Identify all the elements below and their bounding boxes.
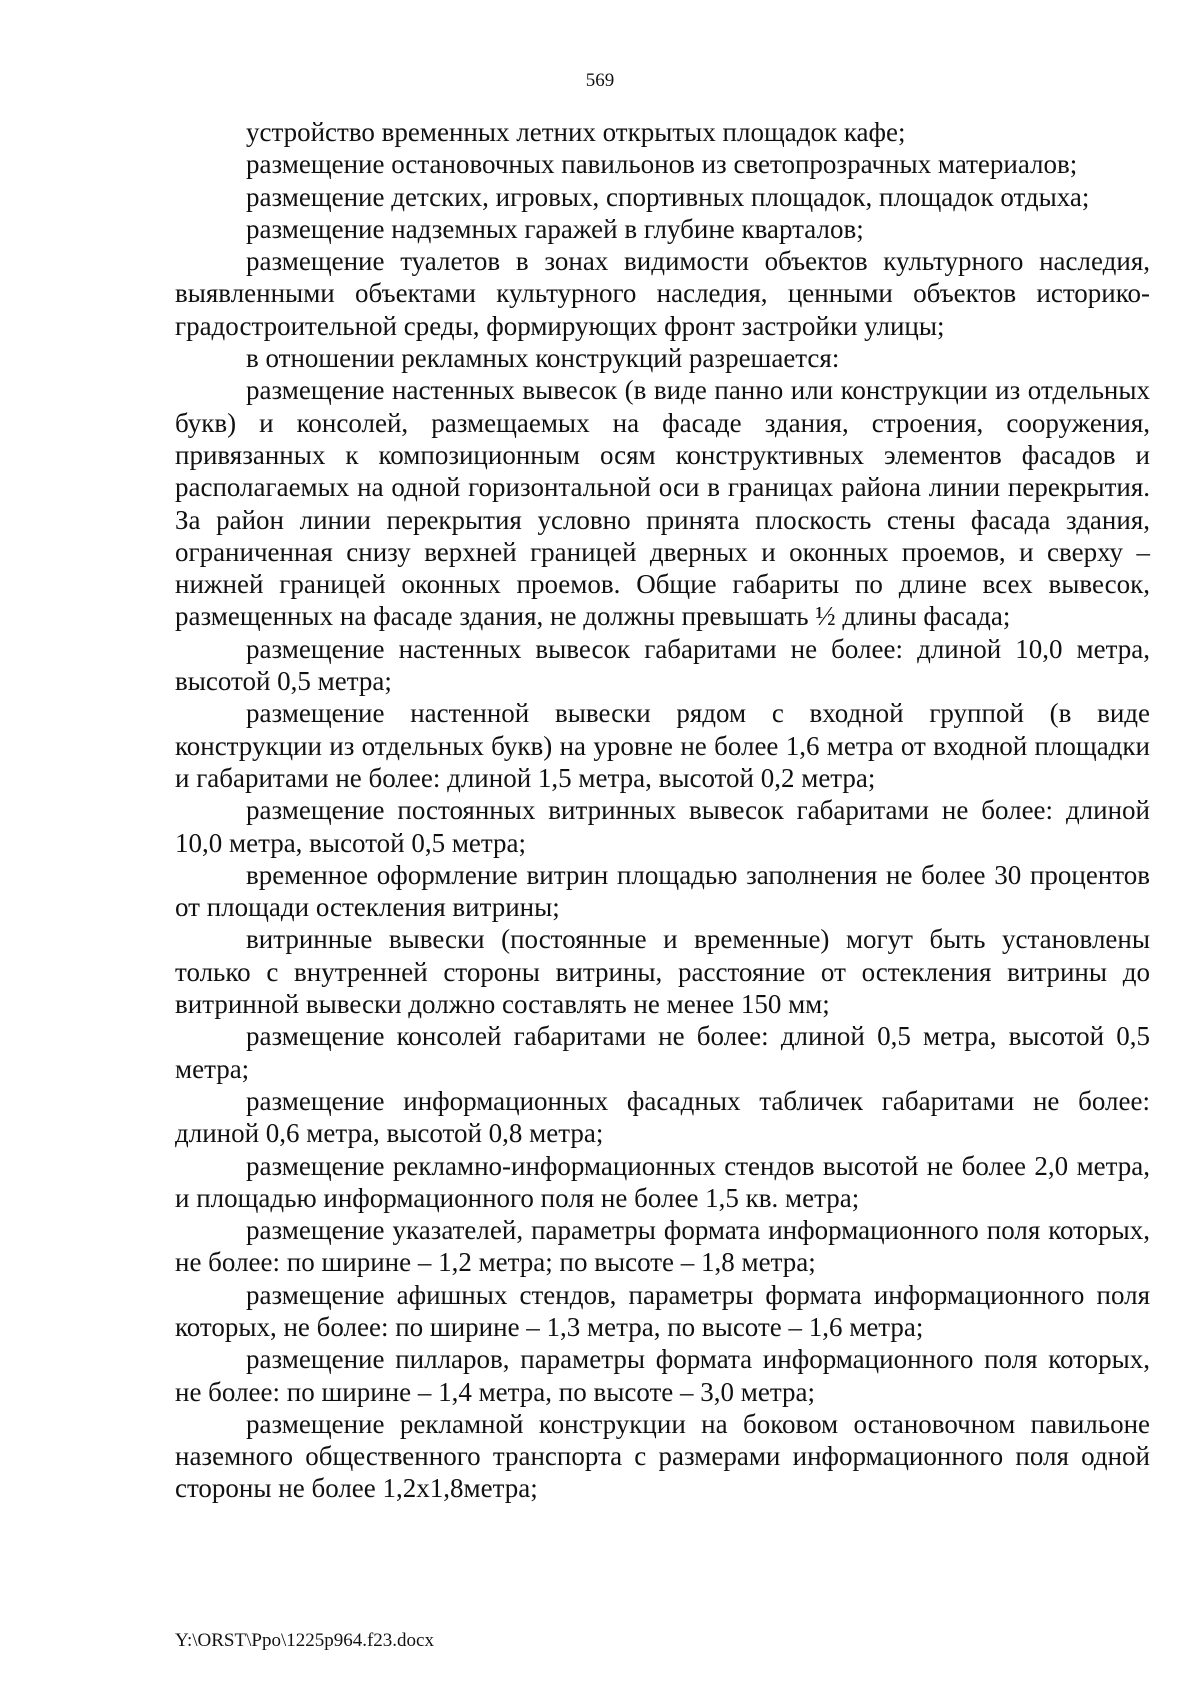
paragraph: витринные вывески (постоянные и временные) могут быть установлены только с внутренней стороны витрины, расстояние от остекления витрины до витринной вывески должно составлять не менее 150 мм; <box>175 924 1150 1020</box>
paragraph: размещение постоянных витринных вывесок габаритами не более: длиной 10,0 метра, высотой 0,5 метра; <box>175 795 1150 858</box>
paragraph: размещение афишных стендов, параметры формата информационного поля которых, не более: по ширине – 1,3 метра, по высоте – 1,6 метра; <box>175 1279 1150 1342</box>
paragraph: в отношении рекламных конструкций разрешается: <box>246 343 840 374</box>
paragraph: размещение указателей, параметры формата информационного поля которых, не более: по ширине – 1,2 метра; по высоте – 1,8 метра; <box>175 1215 1150 1278</box>
paragraph: размещение информационных фасадных табличек габаритами не более: длиной 0,6 метра, высотой 0,8 метра; <box>175 1085 1150 1149</box>
paragraph: размещение детских, игровых, спортивных площадок, площадок отдыха; <box>246 181 1090 212</box>
document-body <box>175 116 1150 1505</box>
paragraph: размещение туалетов в зонах видимости объектов культурного наследия, выявленными объектами культурного наследия, ценными объектов историко-градостроительной среды, формирующих фронт застройки улицы; <box>175 246 1150 341</box>
paragraph: размещение надземных гаражей в глубине кварталов; <box>246 213 864 244</box>
paragraph: временное оформление витрин площадью заполнения не более 30 процентов от площади остекления витрины; <box>175 859 1150 923</box>
paragraph: размещение пилларов, параметры формата информационного поля которых, не более: по ширине – 1,4 метра, по высоте – 3,0 метра; <box>175 1344 1150 1407</box>
paragraph: устройство временных летних открытых площадок кафе; <box>246 117 906 147</box>
paragraph: размещение настенных вывесок габаритами не более: длиной 10,0 метра, высотой 0,5 метра; <box>175 633 1150 697</box>
paragraph: размещение консолей габаритами не более: длиной 0,5 метра, высотой 0,5 метра; <box>175 1021 1150 1084</box>
paragraph: размещение настенных вывесок (в виде панно или конструкции из отдельных букв) и консолей, размещаемых на фасаде здания, строения, сооружения, привязанных к композиционным осям конструктивных элементов фасадов и располагаемых на одной горизонтальной оси в границах района линии перекрытия. За район линии перекрытия условно принята плоскость стены фасада здания, ограниченная снизу верхней границей дверных и оконных проемов, и сверху – нижней границей оконных проемов. Общие габариты по длине всех вывесок, размещенных на фасаде здания, не должны превышать ½ длины фасада; <box>175 375 1150 632</box>
footer-file-path: Y:\ORST\Ppo\1225p964.f23.docx <box>175 1630 434 1651</box>
paragraph: размещение рекламной конструкции на боковом остановочном павильоне наземного общественного транспорта с размерами информационного поля одной стороны не более 1,2x1,8метра; <box>175 1408 1150 1504</box>
paragraph: размещение остановочных павильонов из светопрозрачных материалов; <box>246 149 1078 180</box>
paragraph: размещение рекламно-информационных стендов высотой не более 2,0 метра, и площадью информационного поля не более 1,5 кв. метра; <box>175 1150 1150 1213</box>
page-number: 569 <box>585 70 615 91</box>
paragraph: размещение настенной вывески рядом с входной группой (в виде конструкции из отдельных букв) на уровне не более 1,6 метра от входной площадки и габаритами не более: длиной 1,5 метра, высотой 0,2 метра; <box>175 698 1150 793</box>
